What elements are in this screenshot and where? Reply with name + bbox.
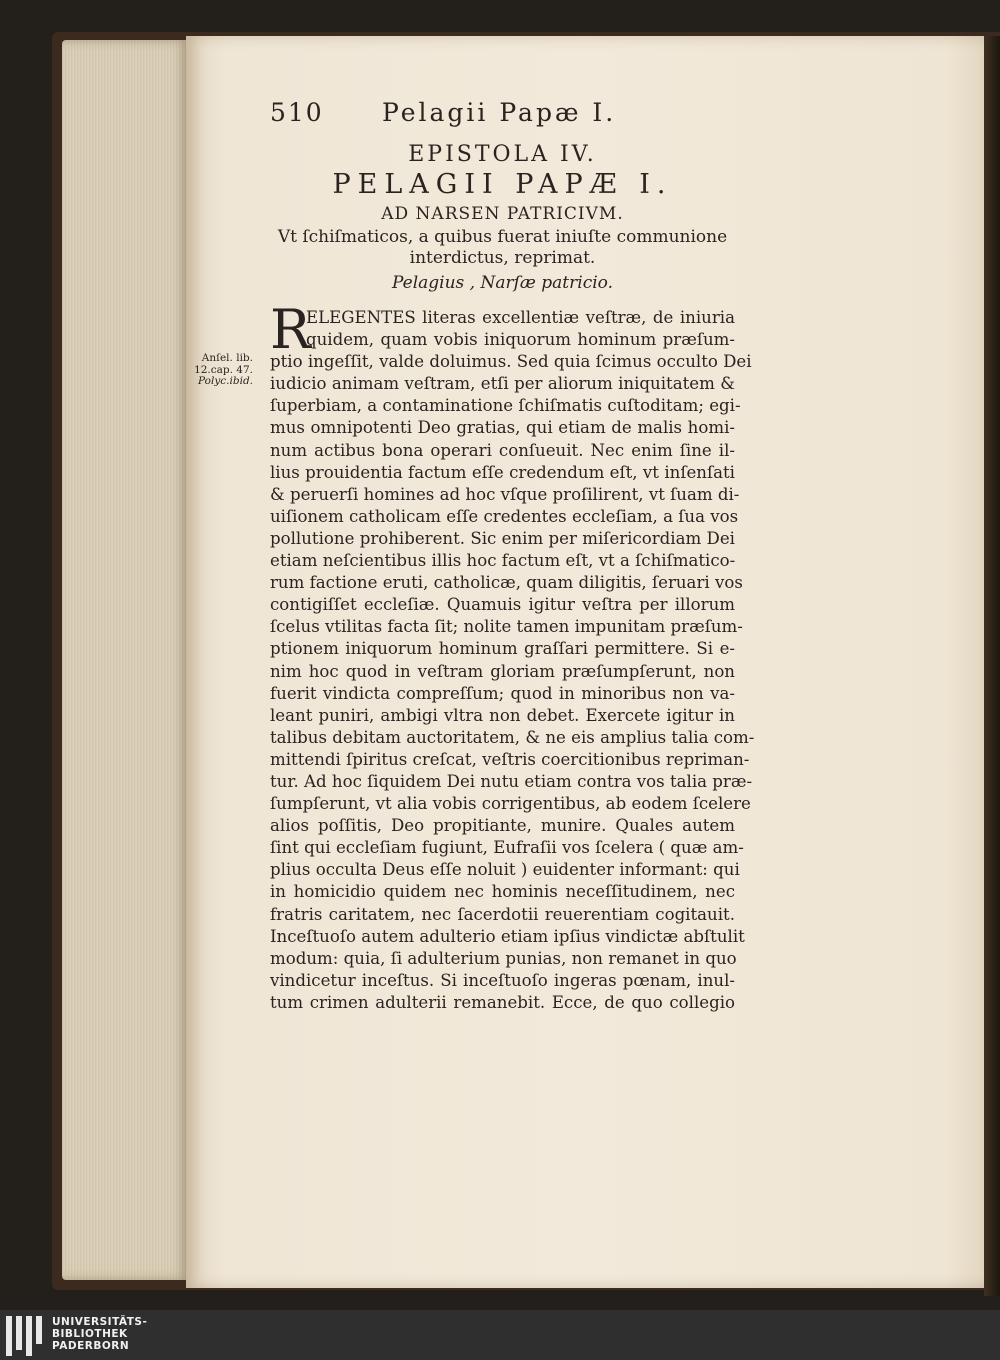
page-edges [62,40,188,1280]
text-column [270,98,755,1014]
text-line: iudicio animam veſtram, etſi per aliorum iniquitatem & [270,374,735,394]
text-line: ELEGENTES literas excellentiæ veſtræ, de iniuria [306,308,735,327]
text-line: nim hoc quod in veſtram gloriam præſumpſerunt, non [270,661,735,681]
text-line: ſcelus vtilitas facta ſit; nolite tamen impunitam præſum- [270,617,743,637]
marginal-line: Polyc.ibid. [198,375,253,387]
library-logo-icon [6,1316,44,1356]
text-line: in homicidio quidem nec hominis neceſſitudinem, nec [270,882,735,902]
text-line: plius occulta Deus eſſe noluit ) euidenter informant: qui [270,860,740,880]
library-name-line: PADERBORN [52,1340,130,1352]
text-line: leant puniri, ambigi vltra non debet. Exercete igitur in [270,705,735,725]
text-line: pollutione prohiberent. Sic enim per miſericordiam Dei [270,528,735,548]
text-line: fratris caritatem, nec ſacerdotii reuerentiam cogitauit. [270,904,735,924]
library-name [52,1316,147,1352]
library-name-line: UNIVERSITÄTS- [52,1316,148,1328]
epistle-number: EPISTOLA IV. [408,142,597,167]
binding-edge [984,36,1000,1296]
text-line: & peruerſi homines ad hoc vſque proſilirent, vt ſuam di- [270,484,740,504]
text-line: ptio ingeſſit, valde doluimus. Sed quia ſcimus occulto Dei [270,352,752,372]
text-line: num actibus bona operari conſueuit. Nec enim ſine il- [270,440,735,460]
text-line: ſumpſerunt, vt alia vobis corrigentibus, ab eodem ſcelere [270,794,751,814]
text-line: alios poſſitis, Deo propitiante, munire. Quales autem [270,816,735,836]
text-line: quidem, quam vobis iniquorum hominum præſum- [306,330,735,350]
text-line: uiſionem catholicam eſſe credentes eccleſiam, a ſua vos [270,506,739,526]
text-line: etiam neſcientibus illis hoc factum eſt, vt a ſchiſmatico- [270,551,736,571]
epistle-recipient: AD NARSEN PATRICIVM. [381,204,624,224]
epistle-argument [270,227,735,269]
text-line: ptionem iniquorum hominum graſſari permittere. Si e- [270,639,735,659]
marginal-line: 12.cap. 47. [194,363,253,376]
epistle-author: PELAGII PAPÆ I. [332,169,673,200]
text-line: ſuperbiam, a contaminatione ſchiſmatis cuſtoditam; egi- [270,396,741,416]
text-line: talibus debitam auctoritatem, & ne eis amplius talia com- [270,727,755,747]
running-title: Pelagii Papæ I. [382,98,617,127]
text-line: contigiſſet eccleſiæ. Quamuis igitur veſtra per illorum [270,595,735,615]
library-footer [0,1310,1000,1360]
salutation: Pelagius , Narſæ patricio. [391,273,614,293]
text-line: tur. Ad hoc ſiquidem Dei nutu etiam contra vos talia præ- [270,771,753,791]
text-line: tum crimen adulterii remanebit. Ecce, de quo collegio [270,992,735,1012]
text-line: Inceſtuoſo autem adulterio etiam ipſius vindictæ abſtulit [270,926,745,946]
text-line: lius prouidentia factum eſſe credendum eſt, vt inſenſati [270,462,735,482]
running-head [270,98,735,132]
text-line: ſint qui eccleſiam fugiunt, Eufraſii vos ſcelera ( quæ am- [270,838,744,858]
text-line: mittendi ſpiritus creſcat, veſtris coercitionibus repriman- [270,749,750,769]
text-line: modum: quia, ſi adulterium punias, non remanet in quo [270,948,737,968]
text-line: fuerit vindicta compreſſum; quod in minoribus non va- [270,683,735,703]
drop-cap: R [270,298,311,361]
marginal-note [193,353,253,388]
marginal-line: Anſel. lib. [201,352,253,364]
library-name-line: BIBLIOTHEK [52,1328,128,1340]
text-line: vindicetur inceſtus. Si inceſtuoſo ingeras pœnam, inul- [270,970,735,990]
text-line: rum factione eruti, catholicæ, quam diligitis, ſeruari vos [270,573,743,593]
argument-line: interdictus, reprimat. [409,248,596,268]
page-number: 510 [270,98,324,127]
argument-line: Vt ſchiſmaticos, a quibus fuerat iniuſte communione [277,227,728,247]
text-line: mus omnipotenti Deo gratias, qui etiam de malis homi- [270,418,735,438]
body-text [270,298,755,1014]
